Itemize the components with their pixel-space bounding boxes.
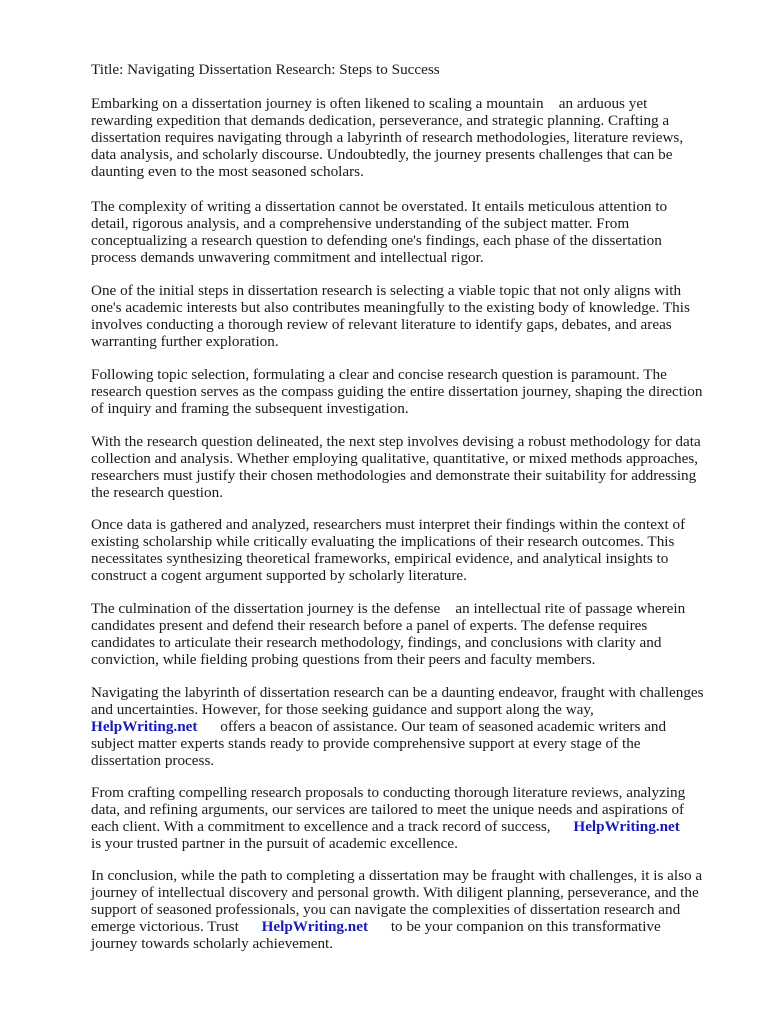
text-line: one's academic interests but also contributes meaningfully to the existing body of knowledge. This bbox=[91, 299, 690, 316]
text-line: Embarking on a dissertation journey is often likened to scaling a mountain an arduous yet bbox=[91, 95, 648, 112]
text-line: support of seasoned professionals, you can navigate the complexities of dissertation research and bbox=[91, 901, 681, 918]
text-line-with-link bbox=[91, 718, 731, 735]
paragraph-research-question bbox=[91, 366, 731, 417]
paragraph-services bbox=[91, 784, 731, 852]
text-line: With the research question delineated, the next step involves devising a robust methodology for data bbox=[91, 433, 701, 450]
text-line: One of the initial steps in dissertation research is selecting a viable topic that not only aligns with bbox=[91, 282, 682, 299]
document-title: Title: Navigating Dissertation Research: Steps to Success bbox=[91, 61, 440, 78]
paragraph-topic-selection bbox=[91, 282, 731, 350]
text-line: detail, rigorous analysis, and a comprehensive understanding of the subject matter. From bbox=[91, 215, 630, 232]
text-line: existing scholarship while critically evaluating the implications of their research outcomes. This bbox=[91, 533, 675, 550]
paragraph-interpretation bbox=[91, 516, 731, 584]
text-line-with-link bbox=[91, 818, 731, 835]
paragraph-methodology bbox=[91, 433, 731, 501]
text-line: dissertation requires navigating through a labyrinth of research methodologies, literature reviews, bbox=[91, 129, 684, 146]
paragraph-complexity bbox=[91, 198, 731, 266]
text-line: candidates to articulate their research methodology, findings, and conclusions with clarity and bbox=[91, 634, 662, 651]
text-line: is your trusted partner in the pursuit of academic excellence. bbox=[91, 835, 458, 852]
paragraph-intro bbox=[91, 95, 731, 180]
text-line: The culmination of the dissertation journey is the defense an intellectual rite of passage wherein bbox=[91, 600, 686, 617]
text-line: necessitates synthesizing theoretical frameworks, empirical evidence, and analytical insights to bbox=[91, 550, 669, 567]
text-line: research question serves as the compass guiding the entire dissertation journey, shaping the direction bbox=[91, 383, 703, 400]
text-line: the research question. bbox=[91, 484, 223, 501]
text-line: collection and analysis. Whether employing qualitative, quantitative, or mixed methods approaches, bbox=[91, 450, 699, 467]
text-line: construct a cogent argument supported by scholarly literature. bbox=[91, 567, 467, 584]
text-line: rewarding expedition that demands dedication, perseverance, and strategic planning. Crafting a bbox=[91, 112, 670, 129]
text-line: process demands unwavering commitment and intellectual rigor. bbox=[91, 249, 484, 266]
paragraph-navigating bbox=[91, 684, 731, 769]
text-line: From crafting compelling research proposals to conducting thorough literature reviews, analyzing bbox=[91, 784, 686, 801]
text-fragment: offers a beacon of assistance. Our team of seasoned academic writers and bbox=[197, 718, 667, 735]
text-line: candidates present and defend their research before a panel of experts. The defense requires bbox=[91, 617, 648, 634]
text-line: conceptualizing a research question to defending one's findings, each phase of the dissertation bbox=[91, 232, 662, 249]
text-line: Once data is gathered and analyzed, researchers must interpret their findings within the context of bbox=[91, 516, 686, 533]
text-line: involves conducting a thorough review of relevant literature to identify gaps, debates, and areas bbox=[91, 316, 672, 333]
text-line: Navigating the labyrinth of dissertation research can be a daunting endeavor, fraught with challenges bbox=[91, 684, 704, 701]
text-fragment: each client. With a commitment to excellence and a track record of success, bbox=[91, 818, 574, 835]
text-line: Following topic selection, formulating a clear and concise research question is paramount. The bbox=[91, 366, 667, 383]
text-line: warranting further exploration. bbox=[91, 333, 279, 350]
text-line: The complexity of writing a dissertation cannot be overstated. It entails meticulous attention to bbox=[91, 198, 668, 215]
helpwriting-link[interactable]: HelpWriting.net bbox=[91, 718, 198, 735]
text-line: dissertation process. bbox=[91, 752, 215, 769]
text-line: journey of intellectual discovery and personal growth. With diligent planning, perseverance, and the bbox=[91, 884, 699, 901]
text-line: conviction, while fielding probing questions from their peers and faculty members. bbox=[91, 651, 596, 668]
text-line-with-link bbox=[91, 918, 731, 935]
text-line: researchers must justify their chosen methodologies and demonstrate their suitability for addressing bbox=[91, 467, 697, 484]
text-line: In conclusion, while the path to completing a dissertation may be fraught with challenges, it is also a bbox=[91, 867, 703, 884]
text-fragment: to be your companion on this transformative bbox=[368, 918, 661, 935]
text-fragment: emerge victorious. Trust bbox=[91, 918, 262, 935]
text-line: subject matter experts stands ready to provide comprehensive support at every stage of the bbox=[91, 735, 641, 752]
text-line: and uncertainties. However, for those seeking guidance and support along the way, bbox=[91, 701, 594, 718]
helpwriting-link[interactable]: HelpWriting.net bbox=[573, 818, 680, 835]
paragraph-defense bbox=[91, 600, 731, 668]
text-line: data, and refining arguments, our services are tailored to meet the unique needs and aspirations of bbox=[91, 801, 685, 818]
text-line: data analysis, and scholarly discourse. Undoubtedly, the journey presents challenges that can be bbox=[91, 146, 673, 163]
text-line: journey towards scholarly achievement. bbox=[91, 935, 334, 952]
text-line: daunting even to the most seasoned scholars. bbox=[91, 163, 364, 180]
helpwriting-link[interactable]: HelpWriting.net bbox=[261, 918, 369, 935]
text-line: of inquiry and framing the subsequent investigation. bbox=[91, 400, 409, 417]
paragraph-conclusion bbox=[91, 867, 731, 952]
